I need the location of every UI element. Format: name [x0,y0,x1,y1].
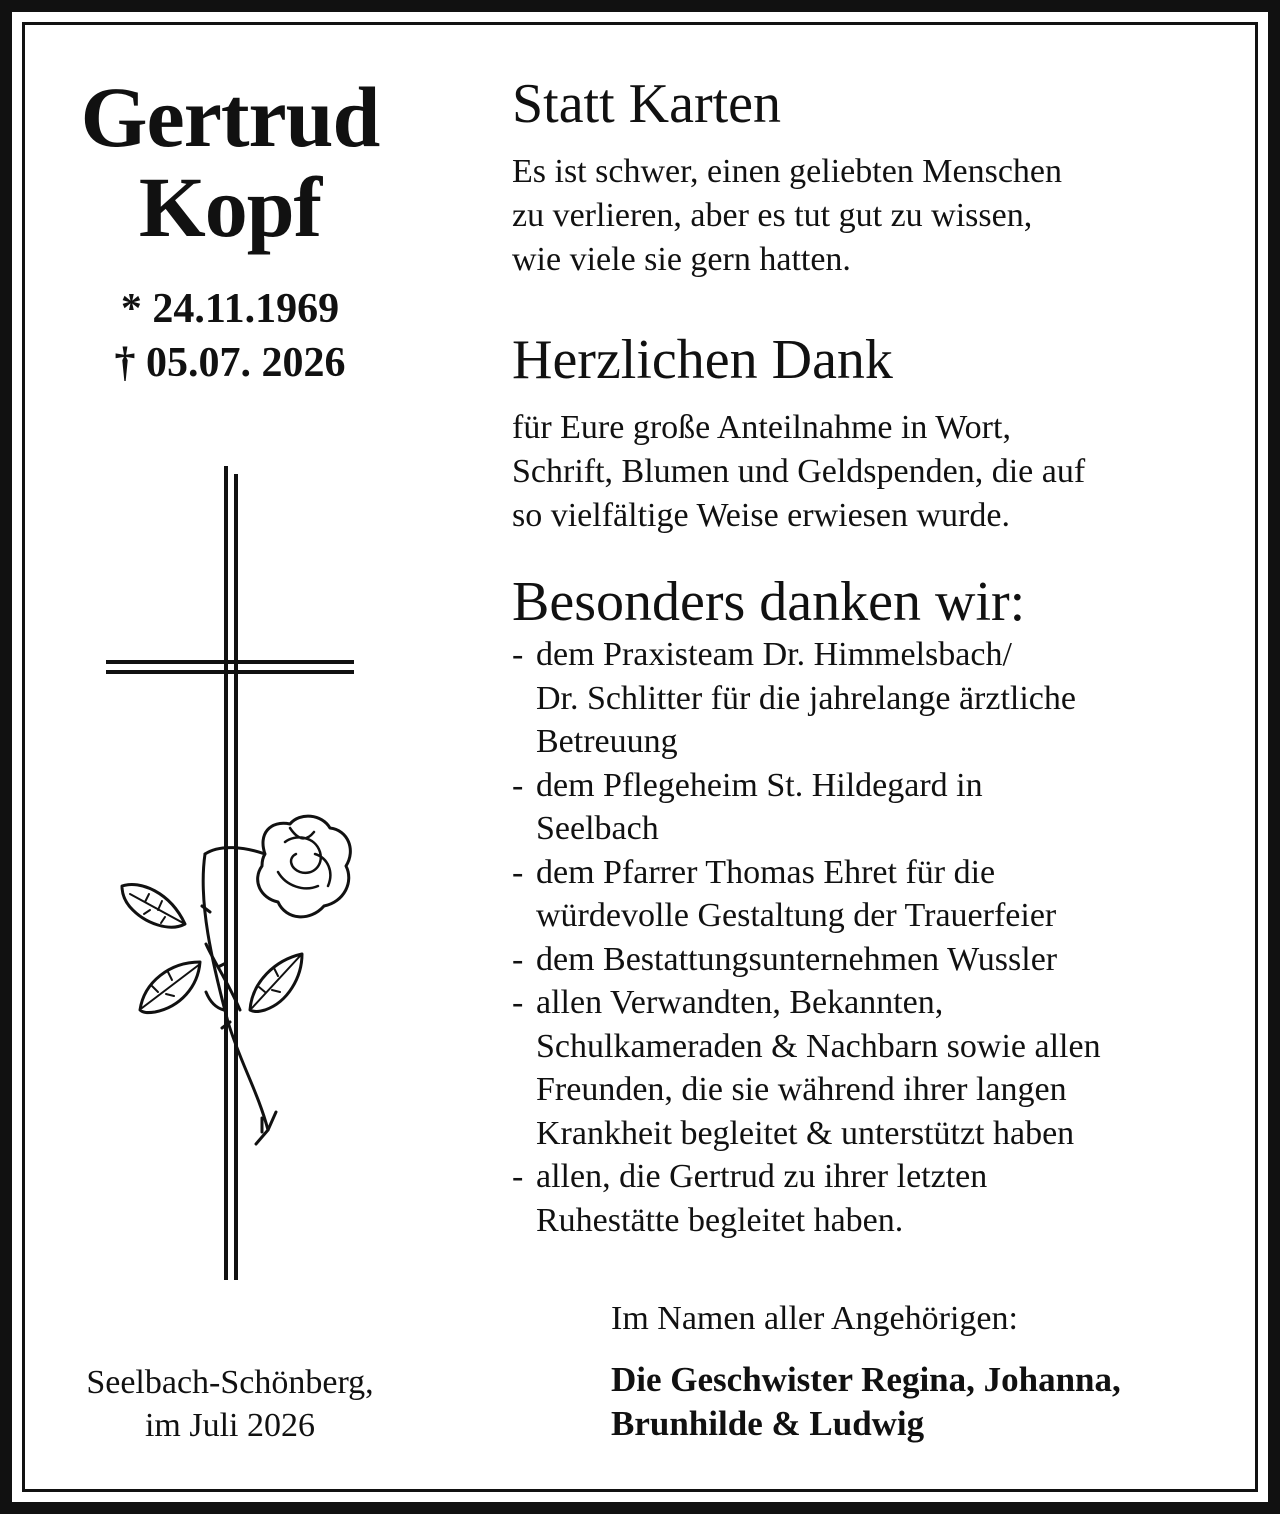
list-item: - dem Pfarrer Thomas Ehret für die würdevolle Gestaltung der Trauerfeier [512,851,1232,938]
list-item-line: Schulkameraden & Nachbarn sowie allen [536,1027,1101,1065]
thanks-line: für Eure große Anteilnahme in Wort, [512,409,1011,446]
first-name: Gertrud [80,69,380,165]
list-item: - dem Bestattungsunternehmen Wussler [512,938,1232,982]
heading-besonders-danken: Besonders danken wir: [512,571,1026,633]
cross-with-rose-icon [100,462,370,1282]
list-item-line: Ruhestätte begleitet haben. [536,1201,904,1239]
list-item-line: Seelbach [536,810,659,847]
death-date: † 05.07. 2026 [114,340,346,386]
list-item-line: allen, die Gertrud zu ihrer letzten [536,1158,988,1195]
heading-statt-karten: Statt Karten [512,73,782,135]
thanks-line: Schrift, Blumen und Geldspenden, die auf [512,453,1086,490]
signature-lead: Im Namen aller Angehörigen: [611,1300,1018,1337]
list-item-line: dem Pfarrer Thomas Ehret für die [536,853,996,891]
list-item-line: dem Pflegeheim St. Hildegard in [536,766,983,804]
thanks-list [512,633,1232,1242]
list-item-line: Dr. Schlitter für die jahrelange ärztliche [536,679,1076,717]
list-item-line: Freunden, die sie während ihrer langen [536,1071,1067,1108]
heading-herzlichen-dank: Herzlichen Dank [512,329,893,391]
list-item-line: dem Praxisteam Dr. Himmelsbach/ [536,636,1012,673]
place-line: Seelbach-Schönberg, [86,1364,374,1401]
intro-line: zu verlieren, aber es tut gut zu wissen, [512,197,1033,234]
place-date [40,1362,420,1447]
list-item-line: Betreuung [536,723,678,760]
intro-line: wie viele sie gern hatten. [512,241,851,278]
signature-line: Die Geschwister Regina, Johanna, [611,1360,1121,1399]
signature-names [611,1358,1121,1446]
thanks-line: so vielfältige Weise erwiesen wurde. [512,497,1010,534]
list-item: - dem Pflegeheim St. Hildegard in Seelbach [512,764,1232,851]
list-item-line: allen Verwandten, Bekannten, [536,984,944,1021]
birth-date: * 24.11.1969 [120,286,340,332]
list-item: - dem Praxisteam Dr. Himmelsbach/ Dr. Schlitter für die jahrelange ärztliche Betreuung [512,633,1232,764]
date-line: im Juli 2026 [144,1406,316,1444]
intro-line: Es ist schwer, einen geliebten Menschen [512,153,1063,190]
list-item: - allen, die Gertrud zu ihrer letzten Ruhestätte begleitet haben. [512,1155,1232,1242]
list-item-line: würdevolle Gestaltung der Trauerfeier [536,897,1057,934]
thanks-text [512,406,1232,538]
last-name: Kopf [138,159,322,255]
list-item: - allen Verwandten, Bekannten, Schulkameraden & Nachbarn sowie allen Freunden, die sie während ihrer langen Krankheit begleitet & unterstützt haben [512,981,1232,1155]
intro-text [512,150,1232,282]
list-item-line: Krankheit begleitet & unterstützt haben [536,1114,1075,1152]
list-item-line: dem Bestattungsunternehmen Wussler [536,940,1058,978]
signature-line: Brunhilde & Ludwig [611,1404,925,1443]
